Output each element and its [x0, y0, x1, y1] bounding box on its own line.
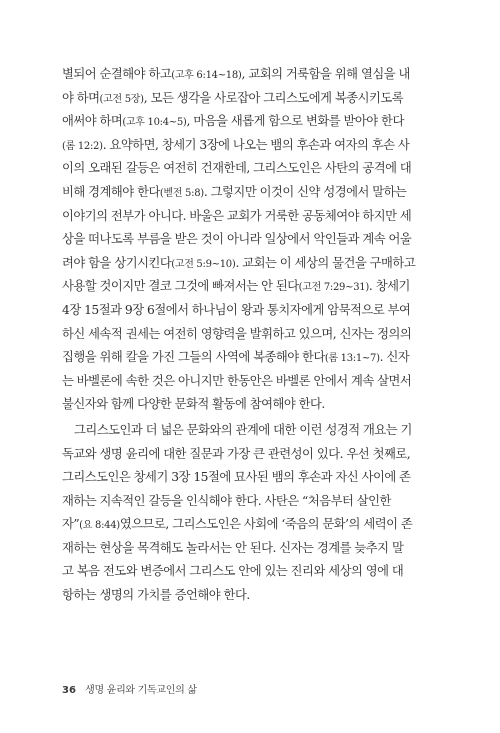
text-line	[62, 419, 440, 443]
scripture-citation: (롬 12:2)	[62, 140, 103, 152]
text-run: 하신 세속적 권세는 여전히 영향력을 발휘하고 있으며, 신자는 정의의	[62, 326, 412, 341]
text-line	[62, 87, 440, 111]
text-line	[62, 346, 440, 370]
text-line	[62, 560, 440, 584]
text-line	[62, 537, 440, 561]
scripture-citation: (롬 13:1~7)	[324, 353, 380, 365]
text-run: 비해 경계해야 한다	[62, 184, 160, 199]
text-line	[62, 181, 440, 205]
text-run: 재하는 현상을 목격해도 놀라서는 안 된다. 신자는 경계를 늦추지 말	[62, 540, 404, 555]
text-line	[62, 443, 440, 467]
text-run: . 교회는 이 세상의 물건을 구매하고	[235, 255, 416, 270]
scripture-citation: (고전 5:9~10)	[171, 258, 236, 270]
text-line	[62, 63, 440, 87]
text-run: 이야기의 전부가 아니다. 바울은 교회가 거룩한 공동체여야 하지만 세	[62, 208, 412, 223]
text-run: 려야 함을 상기시킨다	[62, 255, 172, 270]
scripture-citation: (고후 6:14~18)	[171, 70, 242, 81]
paragraph-2	[62, 419, 440, 608]
page-body	[62, 63, 440, 608]
text-run: 4장 15절과 9장 6절에서 하나님이 왕과 통치자에게 암묵적으로 부여	[62, 302, 411, 317]
text-run: . 요약하면, 창세기 3장에 나오는 뱀의 후손과 여자의 후손 사	[102, 137, 410, 152]
text-line	[62, 228, 440, 252]
text-line	[62, 466, 440, 490]
running-title: 생명 윤리와 기독교인의 삶	[85, 685, 197, 696]
scripture-citation: (요 8:44)	[79, 520, 120, 532]
text-run: 별되어 순결해야 하고	[62, 67, 172, 81]
paragraph-1	[62, 63, 440, 417]
text-run: 그리스도인과 더 넓은 문화와의 관계에 대한 이런 성경적 개요는 기	[74, 422, 412, 437]
text-run: 애써야 하며	[62, 114, 123, 129]
text-line	[62, 205, 440, 229]
text-run: . 그렇지만 이것이 신약 성경에서 말하는	[203, 184, 407, 199]
text-line	[62, 513, 440, 537]
page-footer	[62, 681, 197, 696]
text-run: 상을 떠나도록 부름을 받은 것이 아니라 일상에서 악인들과 계속 어울	[62, 232, 412, 247]
page-number: 36	[62, 685, 76, 696]
scripture-citation: (벧전 5:8)	[159, 187, 204, 199]
text-line	[62, 134, 440, 158]
text-run: 자”	[62, 517, 80, 532]
text-run: 사용할 것이지만 결코 그것에 빠져서는 안 된다	[62, 279, 299, 294]
text-line	[62, 299, 440, 323]
text-run: , 교회의 거룩함을 위해 열심을 내	[241, 67, 410, 81]
text-run: 야 하며	[62, 90, 100, 105]
text-line	[62, 275, 440, 299]
text-line	[62, 157, 440, 181]
text-run: 항하는 생명의 가치를 증언해야 한다.	[62, 588, 250, 603]
text-line	[62, 370, 440, 394]
scripture-citation: (고전 5장)	[99, 93, 144, 105]
text-line	[62, 323, 440, 347]
scripture-citation: (고전 7:29~31)	[298, 282, 369, 294]
text-line	[62, 252, 440, 276]
scripture-citation: (고후 10:4~5)	[122, 117, 187, 129]
text-run: , 모든 생각을 사로잡아 그리스도에게 복종시키도록	[143, 90, 404, 105]
text-line	[62, 490, 440, 514]
text-run: , 마음을 새롭게 함으로 변화를 받아야 한다	[186, 114, 404, 129]
text-line	[62, 110, 440, 134]
text-run: 는 바벨론에 속한 것은 아니지만 한동안은 바벨론 안에서 계속 살면서	[62, 373, 412, 388]
text-run: 고 복음 전도와 변증에서 그리스도 안에 있는 진리와 세상의 영에 대	[62, 564, 404, 579]
text-run: 집행을 위해 칼을 가진 그들의 사역에 복종해야 한다	[62, 350, 325, 365]
text-line	[62, 393, 440, 417]
text-run: 불신자와 함께 다양한 문화적 활동에 참여해야 한다.	[62, 397, 325, 412]
text-run: 재하는 지속적인 갈등을 인식해야 한다. 사탄은 “처음부터 살인한	[62, 493, 391, 508]
text-run: 이의 오래된 갈등은 여전히 건재한데, 그리스도인은 사탄의 공격에 대	[62, 161, 412, 176]
text-run: . 신자	[379, 350, 410, 365]
text-run: 독교와 생명 윤리에 대한 질문과 가장 큰 관련성이 있다. 우선 첫째로,	[62, 446, 411, 461]
text-run: . 창세기	[368, 279, 410, 294]
text-run: 였으므로, 그리스도인은 사회에 ‘죽음의 문화’의 세력이 존	[119, 517, 413, 532]
text-line	[62, 584, 440, 608]
text-run: 그리스도인은 창세기 3장 15절에 묘사된 뱀의 후손과 자신 사이에 존	[62, 470, 411, 485]
